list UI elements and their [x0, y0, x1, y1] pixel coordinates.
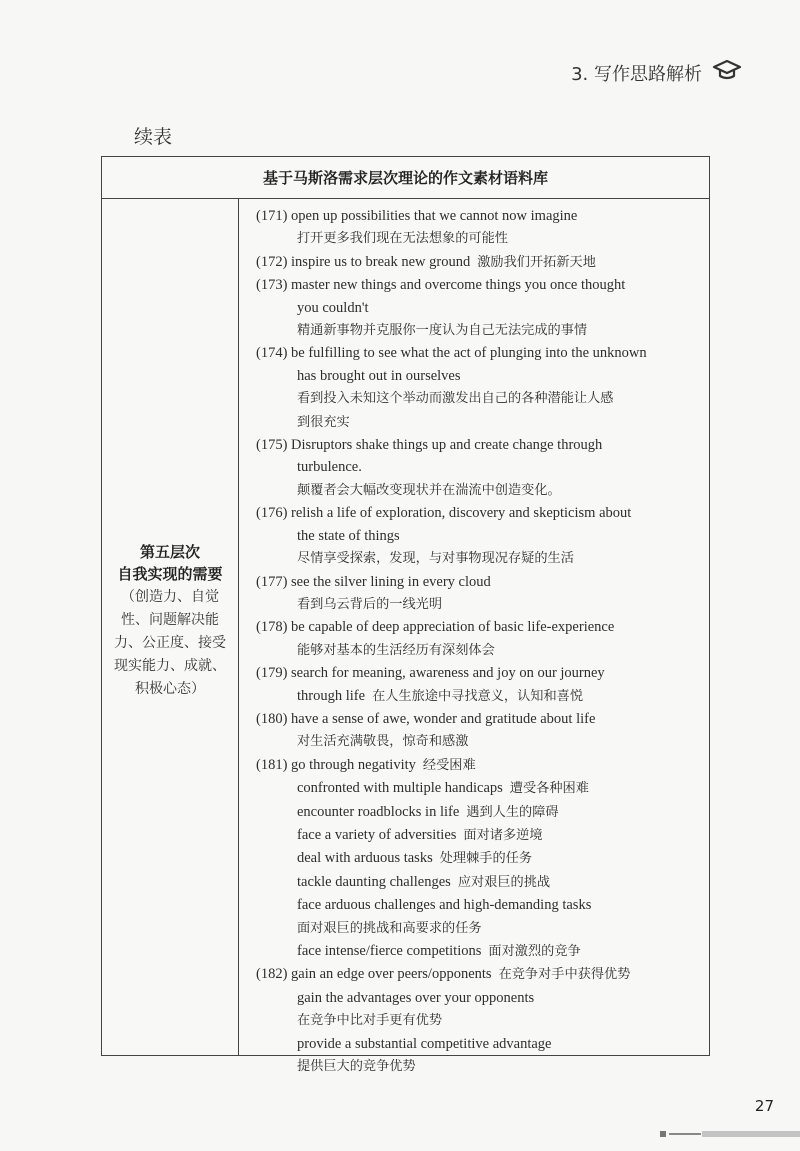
phrase-line — [256, 479, 703, 502]
phrase-english: (172) inspire us to break new ground — [256, 253, 471, 270]
phrase-english: (181) go through negativity — [256, 756, 416, 773]
phrase-line — [256, 824, 703, 847]
phrase-chinese: 看到投入未知这个举动而激发出自己的各种潜能让人感 — [297, 391, 614, 407]
phrase-line — [256, 940, 703, 963]
phrase-line — [256, 917, 703, 940]
corpus-table — [101, 156, 710, 1075]
phrase-line — [256, 547, 703, 570]
footer-thick-bar — [702, 1131, 800, 1137]
phrase-line — [256, 639, 703, 662]
phrase-english: provide a substantial competitive advantage — [297, 1035, 552, 1052]
phrase-english: (174) be fulfilling to see what the act of plunging into the unknown — [256, 345, 647, 362]
phrase-line — [256, 847, 703, 870]
phrase-line — [256, 342, 703, 364]
phrase-line — [256, 685, 703, 708]
phrase-line — [256, 387, 703, 410]
phrase-chinese: 遭受各种困难 — [509, 781, 589, 797]
phrase-line — [256, 274, 703, 296]
phrase-chinese: 在竞争中比对手更有优势 — [297, 1013, 443, 1029]
phrase-line — [256, 227, 703, 250]
phrase-english: (173) master new things and overcome things you once thought — [256, 277, 626, 294]
phrase-line — [256, 365, 703, 387]
phrase-line — [256, 616, 703, 638]
phrase-chinese: 处理棘手的任务 — [439, 851, 533, 867]
phrase-line — [256, 987, 703, 1009]
phrase-english: through life — [297, 687, 366, 704]
table-body — [102, 199, 709, 1075]
phrase-line — [256, 708, 703, 730]
phrase-chinese: 经受困难 — [422, 757, 476, 773]
phrase-chinese: 面对艰巨的挑战和高要求的任务 — [297, 920, 482, 936]
phrase-chinese: 到很充实 — [297, 414, 350, 430]
footer-decoration — [660, 1131, 800, 1137]
table-title: 基于马斯洛需求层次理论的作文素材语料库 — [102, 157, 709, 199]
phrase-chinese: 在人生旅途中寻找意义，认知和喜悦 — [372, 688, 584, 704]
phrase-line — [256, 525, 703, 547]
phrase-chinese: 应对艰巨的挑战 — [457, 874, 551, 890]
phrase-line — [256, 1009, 703, 1032]
phrase-chinese: 面对激烈的竞争 — [488, 944, 581, 959]
phrase-chinese: 看到乌云背后的一线光明 — [297, 596, 443, 612]
phrase-line — [256, 251, 703, 274]
phrase-english: (171) open up possibilities that we cannot now imagine — [256, 208, 578, 224]
phrase-line — [256, 801, 703, 824]
phrase-chinese: 尽情享受探索，发现，与对事物现况存疑的生活 — [297, 551, 574, 567]
phrase-english: face intense/fierce competitions — [297, 943, 482, 959]
phrase-line — [256, 777, 703, 800]
level-subtitle: 自我实现的需要 — [117, 565, 223, 583]
phrase-english: gain the advantages over your opponents — [297, 989, 535, 1006]
level-title: 第五层次 — [139, 543, 200, 561]
footer-square — [660, 1131, 666, 1137]
phrase-line — [256, 593, 703, 616]
phrase-english: encounter roadblocks in life — [297, 803, 460, 820]
phrase-line — [256, 297, 703, 319]
phrase-line — [256, 1055, 703, 1078]
phrase-list — [239, 199, 709, 1075]
phrase-line — [256, 730, 703, 753]
graduation-cap-icon — [712, 58, 742, 87]
phrase-chinese: 颠覆者会大幅改变现状并在湍流中创造变化。 — [297, 482, 561, 498]
phrase-english: face arduous challenges and high-demanding tasks — [297, 897, 592, 914]
phrase-line — [256, 502, 703, 524]
phrase-chinese: 面对诸多逆境 — [463, 827, 543, 843]
continued-label: 续表 — [134, 126, 173, 148]
phrase-chinese: 对生活充满敬畏，惊奇和感激 — [297, 734, 469, 750]
phrase-english: turbulence. — [297, 459, 362, 476]
phrase-english: has brought out in ourselves — [297, 367, 461, 384]
phrase-line — [256, 456, 703, 478]
phrase-english: (182) gain an edge over peers/opponents — [256, 966, 492, 983]
phrase-chinese: 能够对基本的生活经历有深刻体会 — [297, 642, 495, 658]
phrase-line — [256, 411, 703, 434]
phrase-line — [256, 205, 703, 227]
phrase-line — [256, 754, 703, 777]
page-number: 27 — [754, 1097, 774, 1115]
phrase-english: (176) relish a life of exploration, discovery and skepticism about — [256, 505, 632, 522]
phrase-english: confronted with multiple handicaps — [297, 780, 503, 797]
phrase-line — [256, 662, 703, 684]
phrase-line — [256, 871, 703, 894]
phrase-english: face a variety of adversities — [297, 826, 457, 843]
phrase-english: deal with arduous tasks — [297, 850, 433, 867]
phrase-english: (178) be capable of deep appreciation of basic life-experience — [256, 619, 615, 636]
phrase-line — [256, 963, 703, 986]
phrase-english: (175) Disruptors shake things up and create change through — [256, 437, 603, 454]
phrase-chinese: 在竞争对手中获得优势 — [498, 967, 631, 983]
phrase-english: (179) search for meaning, awareness and joy on our journey — [256, 665, 605, 682]
phrase-chinese: 精通新事物并克服你一度认为自己无法完成的事情 — [297, 323, 588, 339]
phrase-line — [256, 319, 703, 342]
footer-thin-line — [669, 1133, 701, 1135]
phrase-chinese: 遇到人生的障碍 — [466, 804, 559, 820]
phrase-chinese: 激励我们开拓新天地 — [477, 254, 596, 270]
level-detail: （创造力、自觉性、问题解决能力、公正度、接受现实能力、成就、积极心态） — [114, 589, 226, 697]
level-cell — [102, 199, 239, 1055]
phrase-line — [256, 571, 703, 593]
phrase-chinese: 打开更多我们现在无法想象的可能性 — [297, 231, 508, 247]
phrase-english: (177) see the silver lining in every cloud — [256, 573, 491, 590]
phrase-english: the state of things — [297, 527, 400, 544]
section-title: 3. 写作思路解析 — [571, 63, 702, 85]
phrase-line — [256, 434, 703, 456]
phrase-english: you couldn't — [297, 299, 369, 316]
phrase-line — [256, 894, 703, 916]
phrase-english: (180) have a sense of awe, wonder and gratitude about life — [256, 710, 596, 727]
page-header — [571, 58, 742, 87]
phrase-chinese: 提供巨大的竞争优势 — [297, 1059, 416, 1075]
phrase-line — [256, 1033, 703, 1055]
phrase-english: tackle daunting challenges — [297, 873, 451, 890]
